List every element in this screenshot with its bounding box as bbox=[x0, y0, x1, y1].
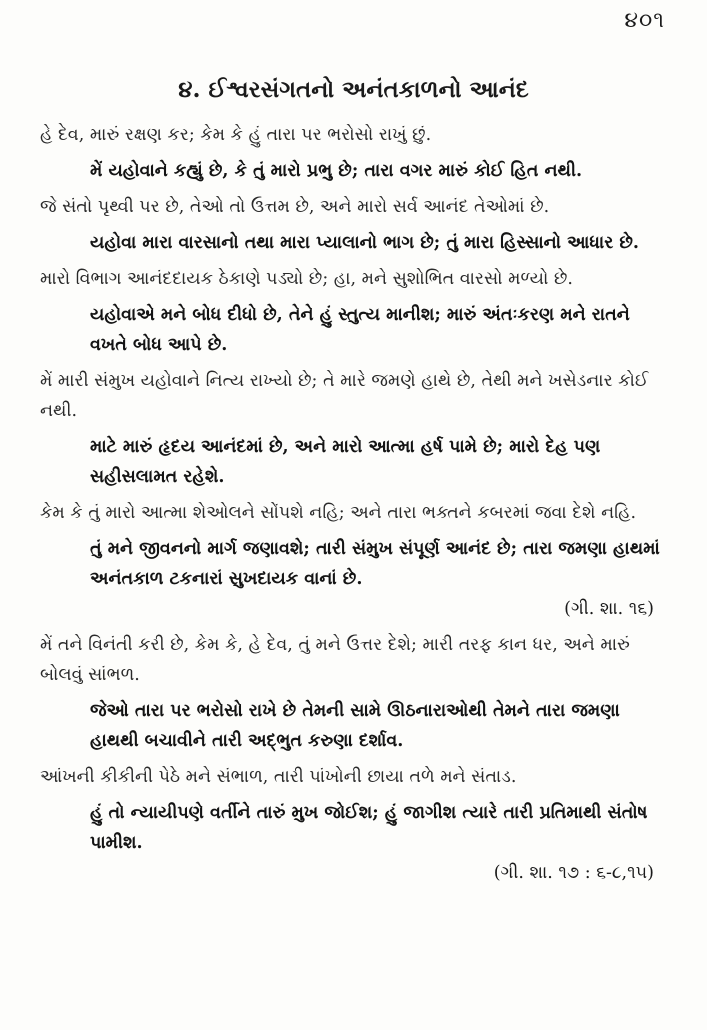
verse-plain: આંખની કીકીની પેઠે મને સંભાળ, તારી પાંખોની છાયા તળે મને સંતાડ. bbox=[40, 767, 517, 787]
verse-plain: જે સંતો પૃથ્વી પર છે, તેઓ તો ઉત્તમ છે, અને મારો સર્વ આનંદ તેઓમાં છે. bbox=[40, 197, 550, 217]
verse-plain: મેં તને વિનંતી કરી છે, કેમ કે, હે દેવ, તું મને ઉત્તર દેશે; મારી તરફ કાન ધર, અને મારું બોલવું સાંભળ. bbox=[40, 635, 630, 685]
verse-bold: યહોવા મારા વારસાનો તથા મારા પ્યાલાનો ભાગ છે; તું મારા હિસ્સાનો આધાર છે. bbox=[90, 233, 639, 253]
citation-psalm-17: (ગી. શા. ૧૭ : ૬-૮,૧૫) bbox=[493, 863, 654, 883]
verse-bold-final bbox=[90, 798, 660, 858]
verse-bold: તું મને જીવનનો માર્ગ જણાવશે; તારી સંમુખ સંપૂર્ણ આનંદ છે; તારા જમણા હાથમાં અનંતકાળ ટકનારાં સુખદાયક વાનાં છે. bbox=[90, 539, 660, 589]
verse-plain: મેં મારી સંમુખ યહોવાને નિત્ય રાખ્યો છે; તે મારે જમણે હાથે છે, તેથી મને ખસેડનાર કોઈ નથી. bbox=[40, 371, 649, 421]
verse-bold: જેઓ તારા પર ભરોસો રાખે છે તેમની સામે ઊઠનારાઓથી તેમને તારા જમણા હાથથી બચાવીને તારી અદ્ભુત કરુણા દર્શાવ. bbox=[90, 701, 620, 751]
chapter-title: ૪. ઈશ્વરસંગતનો અનંતકાળનો આનંદ bbox=[178, 76, 529, 103]
scripture-body bbox=[40, 120, 660, 894]
page-number: ૪૦૧ bbox=[624, 8, 665, 33]
verse-bold: યહોવાએ મને બોધ દીધો છે, તેને હું સ્તુત્ય માનીશ; મારું અંતઃકરણ મને રાતને વખતે બોધ આપે છે. bbox=[90, 305, 630, 355]
psalm-17-passage bbox=[40, 630, 660, 792]
verse-bold: માટે મારું હૃદય આનંદમાં છે, અને મારો આત્મા હર્ષ પામે છે; મારો દેહ પણ સહીસલામત રહેશે. bbox=[90, 437, 601, 487]
verse-plain: કેમ કે તું મારો આત્મા શેઓલને સોંપશે નહિ; અને તારા ભક્તને કબરમાં જવા દેશે નહિ. bbox=[40, 503, 637, 523]
citation-psalm-16: (ગી. શા. ૧૬) bbox=[564, 599, 654, 619]
verse-plain: હે દેવ, મારું રક્ષણ કર; કેમ કે હું તારા પર ભરોસો રાખું છું. bbox=[40, 125, 432, 145]
verse-plain: મારો વિભાગ આનંદદાયક ઠેકાણે પડ્યો છે; હા, મને સુશોભિત વારસો મળ્યો છે. bbox=[40, 269, 573, 289]
verse-text: હું તો ન્યાયીપણે વર્તીને તારું મુખ જોઈશ; હું જાગીશ ત્યારે તારી પ્રતિમાથી સંતોષ પામીશ. bbox=[90, 803, 648, 853]
verse-bold: મેં યહોવાને કહ્યું છે, કે તું મારો પ્રભુ છે; તારા વગર મારું કોઈ હિત નથી. bbox=[90, 161, 583, 181]
psalm-16-passage bbox=[40, 120, 660, 594]
